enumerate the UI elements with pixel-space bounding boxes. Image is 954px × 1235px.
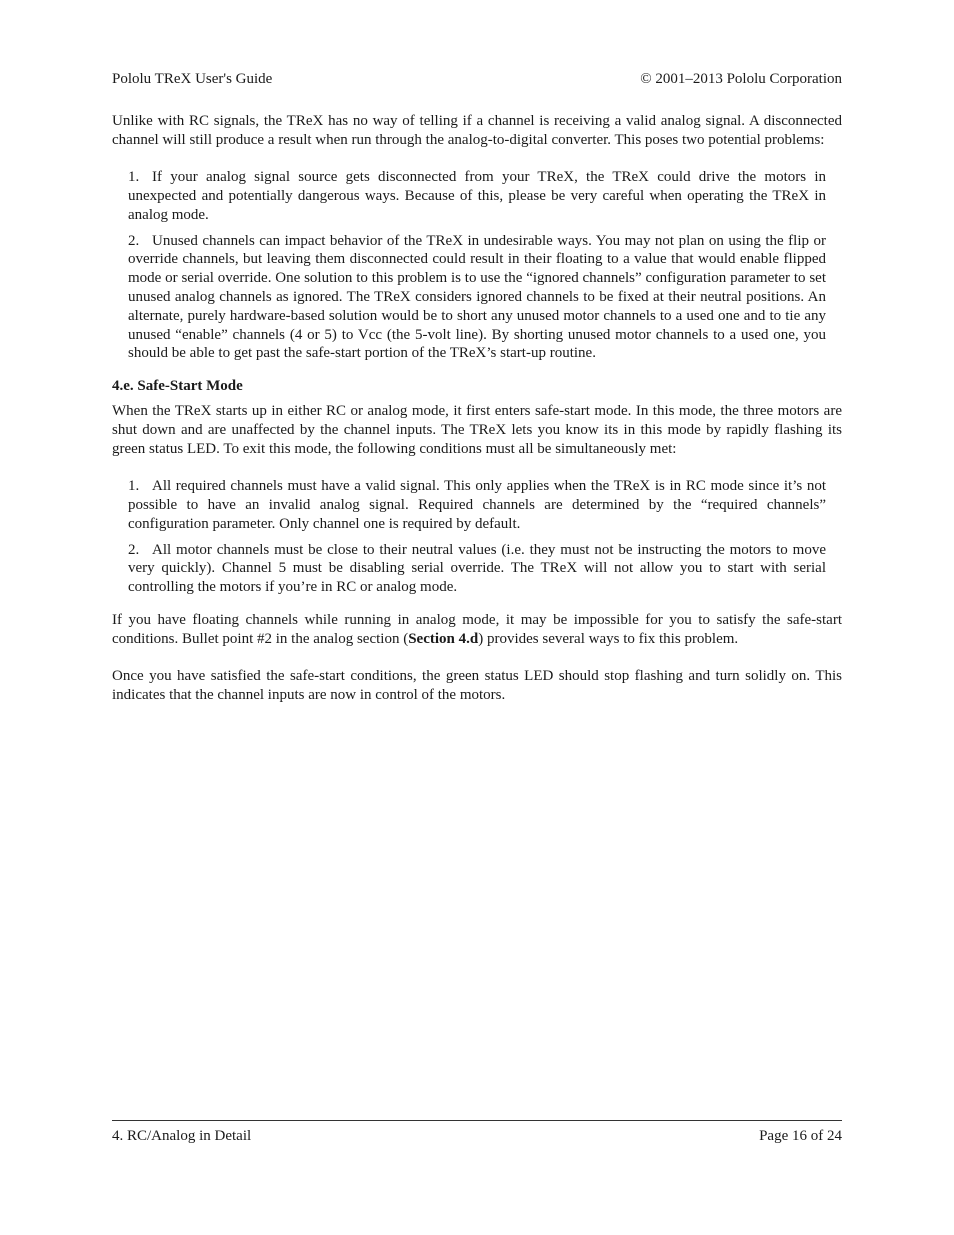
list-item-number: 1. [128, 478, 140, 495]
list-item-text: Unused channels can impact behavior of the TReX in undesirable ways. You may not plan on using the flip or override channels, but leaving them disconnected could result in their floating to a value that would enable flipped mode or serial override. One solution to this problem is to use the “ignored channels” configuration parameter to set unused analog channels as ignored. The TReX considers ignored channels to be fixed at their neutral positions. An alternate, purely hardware-based solution would be to short any unused motor channels to a used one and to tie any unused “enable” channels (4 or 5) to Vcc (the 5-volt line). By shorting unused motor channels to a used one, you should be able to get past the safe-start portion of the TReX’s start-up routine. [128, 232, 826, 362]
footer-divider [112, 1120, 842, 1121]
closing-paragraph: Once you have satisfied the safe-start conditions, the green status LED should stop flashing and turn solidly on. This indicates that the channel inputs are now in control of the motors. [112, 668, 842, 703]
list-item-number: 1. [128, 169, 140, 186]
page-header [112, 70, 842, 88]
header-title: Pololu TReX User's Guide [112, 71, 273, 87]
header-copyright: © 2001–2013 Pololu Corporation [640, 71, 842, 87]
list-item-number: 2. [128, 541, 140, 558]
problems-list [112, 168, 826, 363]
section-intro-paragraph: When the TReX starts up in either RC or analog mode, it first enters safe-start mode. In this mode, the three motors are shut down and are unaffected by the channel inputs. The TReX lets you know its in this mode by rapidly flashing its green status LED. To exit this mode, the following conditions must all be simultaneously met: [112, 403, 842, 457]
conditions-list [112, 477, 826, 597]
floating-text-after: ) provides several ways to fix this problem. [478, 630, 739, 647]
intro-paragraph: Unlike with RC signals, the TReX has no way of telling if a channel is receiving a valid analog signal. A disconnected channel will still produce a result when run through the analog-to-digital converter. This poses two potential problems: [112, 113, 842, 148]
page-footer [112, 1127, 842, 1145]
list-item-text: All motor channels must be close to their neutral values (i.e. they must not be instructing the motors to move very quickly). Channel 5 must be disabling serial override. The TReX will not allow you to start with serial controlling the motors if you’re in RC or analog mode. [128, 541, 826, 596]
list-item [128, 168, 826, 224]
list-item-text: If your analog signal source gets disconnected from your TReX, the TReX could drive the motors in unexpected and potentially dangerous ways. Because of this, please be very careful when operating the TReX in analog mode. [128, 169, 826, 223]
floating-text-before: If you have floating channels while running in analog mode, it may be impossible for you to satisfy the safe-start conditions. Bullet point #2 in the analog section ( [112, 611, 842, 647]
list-item-text: All required channels must have a valid signal. This only applies when the TReX is in RC mode since it’s not possible to have an invalid analog signal. Required channels are determined by the “required channels” configuration parameter. Only channel one is required by default. [128, 478, 826, 532]
floating-paragraph [112, 611, 842, 649]
list-item [128, 477, 826, 533]
list-item-number: 2. [128, 232, 140, 249]
list-item [128, 541, 826, 597]
footer-page-number: Page 16 of 24 [759, 1128, 842, 1144]
footer-chapter: 4. RC/Analog in Detail [112, 1128, 252, 1144]
list-item [128, 232, 826, 364]
section-4d-link[interactable]: Section 4.d [408, 630, 479, 647]
page-content [112, 112, 842, 705]
section-heading: 4.e. Safe-Start Mode [112, 378, 243, 395]
